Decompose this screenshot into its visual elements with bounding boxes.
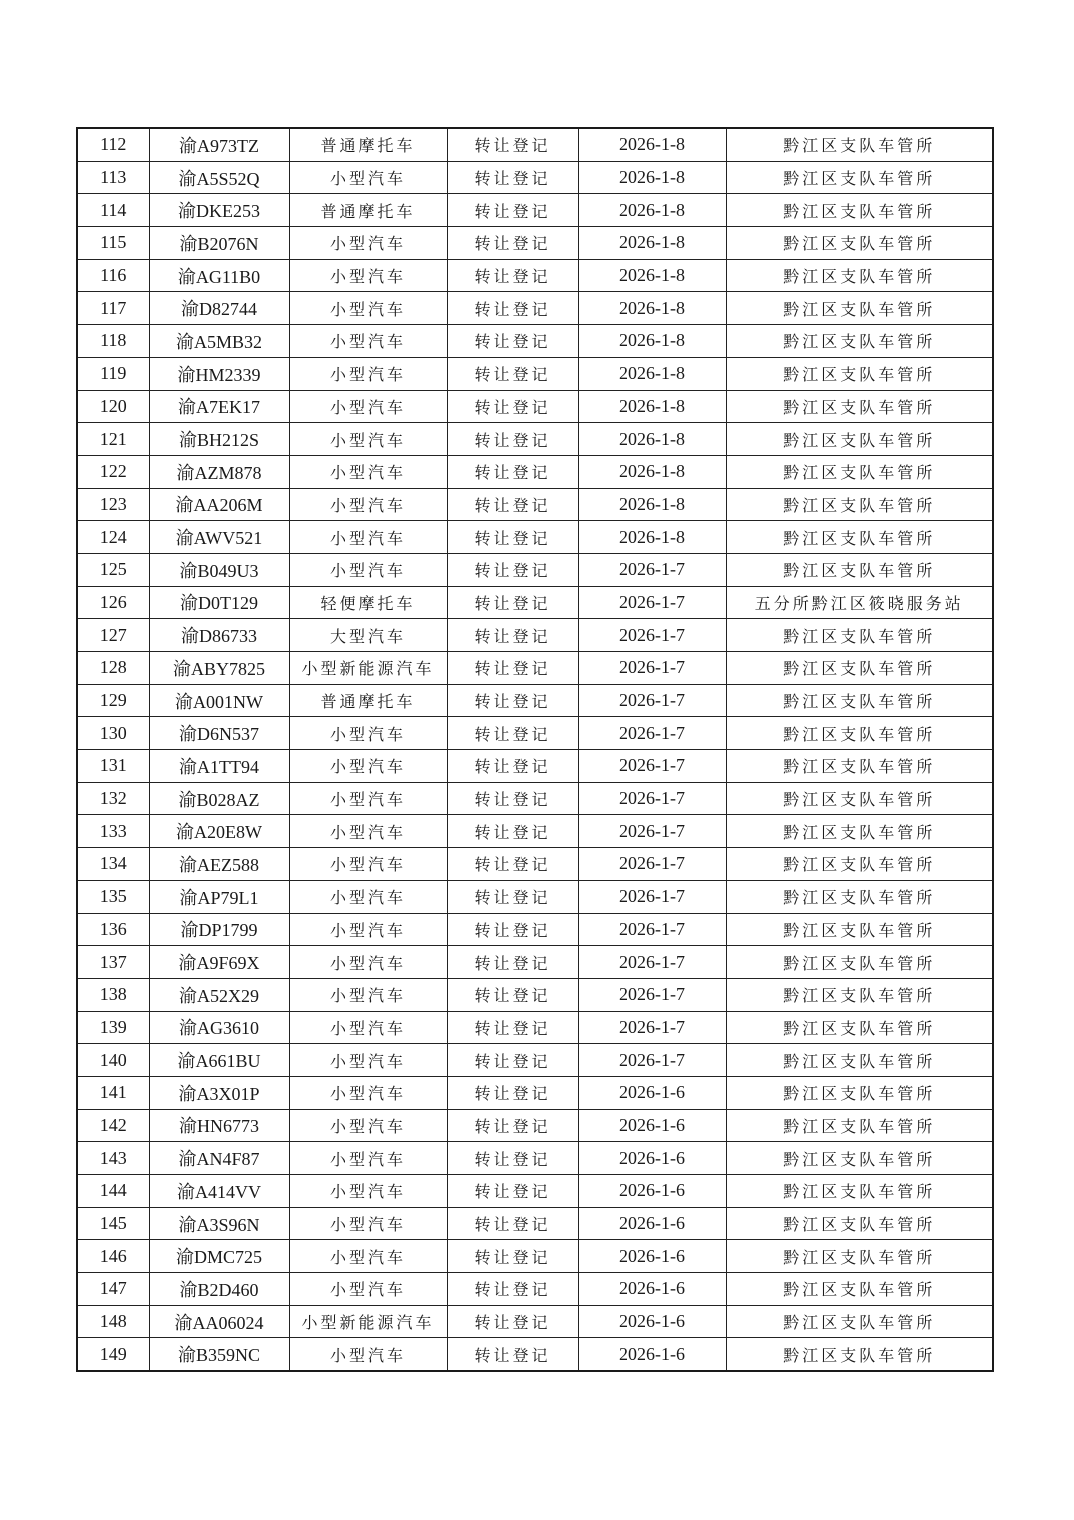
registration-date-cell: 2026-1-8 [578,259,726,292]
row-number-cell: 130 [77,717,149,750]
handling-office-cell: 黔江区支队车管所 [726,553,993,586]
business-type-cell: 转让登记 [447,717,578,750]
registration-table [76,127,994,1372]
vehicle-type-cell: 小型新能源汽车 [289,1305,447,1338]
table-row [77,455,993,488]
vehicle-type-cell: 小型汽车 [289,750,447,783]
table-row [77,1011,993,1044]
row-number-cell: 113 [77,161,149,194]
row-number-cell: 119 [77,357,149,390]
registration-date-cell: 2026-1-6 [578,1076,726,1109]
vehicle-type-cell: 大型汽车 [289,619,447,652]
business-type-cell: 转让登记 [447,1338,578,1371]
business-type-cell: 转让登记 [447,325,578,358]
handling-office-cell: 黔江区支队车管所 [726,227,993,260]
plate-number-cell: 渝A5S52Q [149,161,289,194]
registration-date-cell: 2026-1-7 [578,553,726,586]
table-row [77,946,993,979]
handling-office-cell: 黔江区支队车管所 [726,880,993,913]
registration-date-cell: 2026-1-7 [578,848,726,881]
plate-number-cell: 渝B359NC [149,1338,289,1371]
registration-date-cell: 2026-1-7 [578,978,726,1011]
plate-number-cell: 渝HN6773 [149,1109,289,1142]
vehicle-type-cell: 小型汽车 [289,848,447,881]
registration-date-cell: 2026-1-7 [578,946,726,979]
table-row [77,815,993,848]
plate-number-cell: 渝B2D460 [149,1273,289,1306]
handling-office-cell: 黔江区支队车管所 [726,815,993,848]
vehicle-type-cell: 小型汽车 [289,1240,447,1273]
table-row [77,1109,993,1142]
table-row [77,586,993,619]
handling-office-cell: 黔江区支队车管所 [726,423,993,456]
row-number-cell: 131 [77,750,149,783]
handling-office-cell: 黔江区支队车管所 [726,1076,993,1109]
registration-date-cell: 2026-1-8 [578,390,726,423]
row-number-cell: 118 [77,325,149,358]
row-number-cell: 117 [77,292,149,325]
business-type-cell: 转让登记 [447,913,578,946]
plate-number-cell: 渝AN4F87 [149,1142,289,1175]
business-type-cell: 转让登记 [447,848,578,881]
table-row [77,325,993,358]
row-number-cell: 115 [77,227,149,260]
business-type-cell: 转让登记 [447,1207,578,1240]
plate-number-cell: 渝ABY7825 [149,652,289,685]
table-row [77,521,993,554]
registration-date-cell: 2026-1-7 [578,880,726,913]
handling-office-cell: 黔江区支队车管所 [726,1305,993,1338]
vehicle-type-cell: 普通摩托车 [289,128,447,161]
business-type-cell: 转让登记 [447,652,578,685]
row-number-cell: 112 [77,128,149,161]
row-number-cell: 122 [77,455,149,488]
row-number-cell: 120 [77,390,149,423]
handling-office-cell: 黔江区支队车管所 [726,292,993,325]
row-number-cell: 149 [77,1338,149,1371]
registration-date-cell: 2026-1-6 [578,1240,726,1273]
table-row [77,978,993,1011]
business-type-cell: 转让登记 [447,161,578,194]
registration-date-cell: 2026-1-8 [578,128,726,161]
row-number-cell: 148 [77,1305,149,1338]
business-type-cell: 转让登记 [447,1109,578,1142]
vehicle-type-cell: 普通摩托车 [289,194,447,227]
vehicle-type-cell: 小型汽车 [289,1273,447,1306]
registration-date-cell: 2026-1-7 [578,619,726,652]
business-type-cell: 转让登记 [447,684,578,717]
vehicle-type-cell: 小型汽车 [289,1044,447,1077]
plate-number-cell: 渝AP79L1 [149,880,289,913]
vehicle-type-cell: 小型汽车 [289,455,447,488]
table-row [77,390,993,423]
vehicle-type-cell: 小型汽车 [289,488,447,521]
registration-date-cell: 2026-1-8 [578,227,726,260]
table-row [77,652,993,685]
registration-date-cell: 2026-1-6 [578,1338,726,1371]
registration-date-cell: 2026-1-7 [578,815,726,848]
row-number-cell: 132 [77,782,149,815]
plate-number-cell: 渝A3X01P [149,1076,289,1109]
handling-office-cell: 黔江区支队车管所 [726,1109,993,1142]
handling-office-cell: 黔江区支队车管所 [726,128,993,161]
business-type-cell: 转让登记 [447,455,578,488]
registration-date-cell: 2026-1-8 [578,423,726,456]
table-row [77,1305,993,1338]
plate-number-cell: 渝DMC725 [149,1240,289,1273]
vehicle-type-cell: 小型汽车 [289,423,447,456]
registration-table-body [77,128,993,1371]
table-row [77,488,993,521]
plate-number-cell: 渝AG3610 [149,1011,289,1044]
table-row [77,1142,993,1175]
row-number-cell: 147 [77,1273,149,1306]
row-number-cell: 146 [77,1240,149,1273]
handling-office-cell: 黔江区支队车管所 [726,325,993,358]
registration-date-cell: 2026-1-7 [578,717,726,750]
business-type-cell: 转让登记 [447,978,578,1011]
handling-office-cell: 黔江区支队车管所 [726,652,993,685]
handling-office-cell: 黔江区支队车管所 [726,717,993,750]
table-row [77,194,993,227]
table-row [77,750,993,783]
business-type-cell: 转让登记 [447,423,578,456]
table-row [77,161,993,194]
table-row [77,259,993,292]
plate-number-cell: 渝A7EK17 [149,390,289,423]
vehicle-type-cell: 小型汽车 [289,1175,447,1208]
plate-number-cell: 渝D0T129 [149,586,289,619]
row-number-cell: 139 [77,1011,149,1044]
handling-office-cell: 黔江区支队车管所 [726,1142,993,1175]
row-number-cell: 137 [77,946,149,979]
handling-office-cell: 黔江区支队车管所 [726,161,993,194]
vehicle-type-cell: 小型汽车 [289,1011,447,1044]
business-type-cell: 转让登记 [447,1044,578,1077]
vehicle-type-cell: 小型汽车 [289,553,447,586]
row-number-cell: 142 [77,1109,149,1142]
table-row [77,1044,993,1077]
business-type-cell: 转让登记 [447,750,578,783]
row-number-cell: 124 [77,521,149,554]
plate-number-cell: 渝AWV521 [149,521,289,554]
row-number-cell: 138 [77,978,149,1011]
row-number-cell: 125 [77,553,149,586]
table-row [77,1076,993,1109]
row-number-cell: 126 [77,586,149,619]
vehicle-type-cell: 小型汽车 [289,357,447,390]
table-row [77,1207,993,1240]
business-type-cell: 转让登记 [447,521,578,554]
vehicle-type-cell: 小型汽车 [289,1207,447,1240]
registration-date-cell: 2026-1-8 [578,161,726,194]
business-type-cell: 转让登记 [447,1305,578,1338]
registration-date-cell: 2026-1-8 [578,455,726,488]
plate-number-cell: 渝AZM878 [149,455,289,488]
business-type-cell: 转让登记 [447,357,578,390]
plate-number-cell: 渝B028AZ [149,782,289,815]
row-number-cell: 133 [77,815,149,848]
business-type-cell: 转让登记 [447,880,578,913]
vehicle-type-cell: 小型汽车 [289,1109,447,1142]
registration-date-cell: 2026-1-7 [578,652,726,685]
vehicle-type-cell: 小型汽车 [289,1142,447,1175]
plate-number-cell: 渝D6N537 [149,717,289,750]
business-type-cell: 转让登记 [447,815,578,848]
business-type-cell: 转让登记 [447,1175,578,1208]
handling-office-cell: 黔江区支队车管所 [726,619,993,652]
business-type-cell: 转让登记 [447,619,578,652]
plate-number-cell: 渝A9F69X [149,946,289,979]
vehicle-type-cell: 小型汽车 [289,259,447,292]
vehicle-type-cell: 小型汽车 [289,946,447,979]
vehicle-type-cell: 小型汽车 [289,815,447,848]
plate-number-cell: 渝DP1799 [149,913,289,946]
row-number-cell: 127 [77,619,149,652]
handling-office-cell: 黔江区支队车管所 [726,1044,993,1077]
vehicle-type-cell: 小型新能源汽车 [289,652,447,685]
plate-number-cell: 渝AEZ588 [149,848,289,881]
table-row [77,227,993,260]
row-number-cell: 116 [77,259,149,292]
table-row [77,1273,993,1306]
plate-number-cell: 渝D86733 [149,619,289,652]
table-row [77,913,993,946]
handling-office-cell: 黔江区支队车管所 [726,750,993,783]
vehicle-type-cell: 小型汽车 [289,1338,447,1371]
vehicle-type-cell: 小型汽车 [289,1076,447,1109]
table-row [77,357,993,390]
registration-date-cell: 2026-1-6 [578,1142,726,1175]
plate-number-cell: 渝A661BU [149,1044,289,1077]
handling-office-cell: 黔江区支队车管所 [726,1240,993,1273]
business-type-cell: 转让登记 [447,1076,578,1109]
plate-number-cell: 渝D82744 [149,292,289,325]
row-number-cell: 144 [77,1175,149,1208]
table-row [77,423,993,456]
plate-number-cell: 渝A973TZ [149,128,289,161]
registration-date-cell: 2026-1-7 [578,684,726,717]
plate-number-cell: 渝A001NW [149,684,289,717]
business-type-cell: 转让登记 [447,227,578,260]
plate-number-cell: 渝A414VV [149,1175,289,1208]
business-type-cell: 转让登记 [447,586,578,619]
table-row [77,880,993,913]
plate-number-cell: 渝BH212S [149,423,289,456]
business-type-cell: 转让登记 [447,194,578,227]
plate-number-cell: 渝A20E8W [149,815,289,848]
vehicle-type-cell: 小型汽车 [289,717,447,750]
handling-office-cell: 黔江区支队车管所 [726,848,993,881]
business-type-cell: 转让登记 [447,782,578,815]
handling-office-cell: 黔江区支队车管所 [726,1273,993,1306]
vehicle-type-cell: 小型汽车 [289,880,447,913]
plate-number-cell: 渝HM2339 [149,357,289,390]
row-number-cell: 114 [77,194,149,227]
row-number-cell: 123 [77,488,149,521]
business-type-cell: 转让登记 [447,488,578,521]
row-number-cell: 141 [77,1076,149,1109]
handling-office-cell: 黔江区支队车管所 [726,913,993,946]
handling-office-cell: 黔江区支队车管所 [726,455,993,488]
row-number-cell: 129 [77,684,149,717]
registration-date-cell: 2026-1-6 [578,1207,726,1240]
handling-office-cell: 黔江区支队车管所 [726,194,993,227]
registration-date-cell: 2026-1-8 [578,292,726,325]
vehicle-type-cell: 小型汽车 [289,161,447,194]
registration-date-cell: 2026-1-6 [578,1273,726,1306]
business-type-cell: 转让登记 [447,1273,578,1306]
handling-office-cell: 黔江区支队车管所 [726,1175,993,1208]
plate-number-cell: 渝DKE253 [149,194,289,227]
table-row [77,128,993,161]
vehicle-type-cell: 小型汽车 [289,227,447,260]
business-type-cell: 转让登记 [447,1142,578,1175]
handling-office-cell: 黔江区支队车管所 [726,1207,993,1240]
plate-number-cell: 渝AA06024 [149,1305,289,1338]
plate-number-cell: 渝A5MB32 [149,325,289,358]
business-type-cell: 转让登记 [447,292,578,325]
registration-date-cell: 2026-1-8 [578,357,726,390]
row-number-cell: 128 [77,652,149,685]
handling-office-cell: 黔江区支队车管所 [726,357,993,390]
handling-office-cell: 黔江区支队车管所 [726,684,993,717]
business-type-cell: 转让登记 [447,128,578,161]
vehicle-type-cell: 普通摩托车 [289,684,447,717]
handling-office-cell: 黔江区支队车管所 [726,946,993,979]
row-number-cell: 136 [77,913,149,946]
row-number-cell: 140 [77,1044,149,1077]
vehicle-type-cell: 小型汽车 [289,390,447,423]
registration-date-cell: 2026-1-6 [578,1305,726,1338]
vehicle-type-cell: 小型汽车 [289,521,447,554]
table-row [77,1175,993,1208]
row-number-cell: 121 [77,423,149,456]
vehicle-type-cell: 小型汽车 [289,978,447,1011]
vehicle-type-cell: 小型汽车 [289,782,447,815]
handling-office-cell: 五分所黔江区筱晓服务站 [726,586,993,619]
registration-date-cell: 2026-1-7 [578,750,726,783]
handling-office-cell: 黔江区支队车管所 [726,488,993,521]
handling-office-cell: 黔江区支队车管所 [726,390,993,423]
handling-office-cell: 黔江区支队车管所 [726,259,993,292]
handling-office-cell: 黔江区支队车管所 [726,1338,993,1371]
registration-date-cell: 2026-1-7 [578,913,726,946]
registration-date-cell: 2026-1-6 [578,1175,726,1208]
handling-office-cell: 黔江区支队车管所 [726,978,993,1011]
vehicle-type-cell: 小型汽车 [289,913,447,946]
table-row [77,1240,993,1273]
table-row [77,684,993,717]
registration-date-cell: 2026-1-8 [578,488,726,521]
business-type-cell: 转让登记 [447,259,578,292]
business-type-cell: 转让登记 [447,390,578,423]
plate-number-cell: 渝B049U3 [149,553,289,586]
handling-office-cell: 黔江区支队车管所 [726,521,993,554]
registration-date-cell: 2026-1-8 [578,521,726,554]
plate-number-cell: 渝A1TT94 [149,750,289,783]
table-row [77,619,993,652]
business-type-cell: 转让登记 [447,1240,578,1273]
table-row [77,717,993,750]
registration-date-cell: 2026-1-7 [578,1011,726,1044]
registration-date-cell: 2026-1-7 [578,1044,726,1077]
table-row [77,848,993,881]
registration-date-cell: 2026-1-6 [578,1109,726,1142]
row-number-cell: 135 [77,880,149,913]
plate-number-cell: 渝A3S96N [149,1207,289,1240]
vehicle-type-cell: 小型汽车 [289,292,447,325]
row-number-cell: 134 [77,848,149,881]
table-row [77,553,993,586]
table-row [77,1338,993,1371]
handling-office-cell: 黔江区支队车管所 [726,782,993,815]
business-type-cell: 转让登记 [447,1011,578,1044]
handling-office-cell: 黔江区支队车管所 [726,1011,993,1044]
row-number-cell: 143 [77,1142,149,1175]
plate-number-cell: 渝AA206M [149,488,289,521]
table-row [77,292,993,325]
business-type-cell: 转让登记 [447,553,578,586]
row-number-cell: 145 [77,1207,149,1240]
registration-date-cell: 2026-1-8 [578,325,726,358]
registration-date-cell: 2026-1-8 [578,194,726,227]
plate-number-cell: 渝A52X29 [149,978,289,1011]
table-row [77,782,993,815]
business-type-cell: 转让登记 [447,946,578,979]
vehicle-type-cell: 轻便摩托车 [289,586,447,619]
registration-date-cell: 2026-1-7 [578,782,726,815]
vehicle-type-cell: 小型汽车 [289,325,447,358]
plate-number-cell: 渝B2076N [149,227,289,260]
plate-number-cell: 渝AG11B0 [149,259,289,292]
registration-date-cell: 2026-1-7 [578,586,726,619]
